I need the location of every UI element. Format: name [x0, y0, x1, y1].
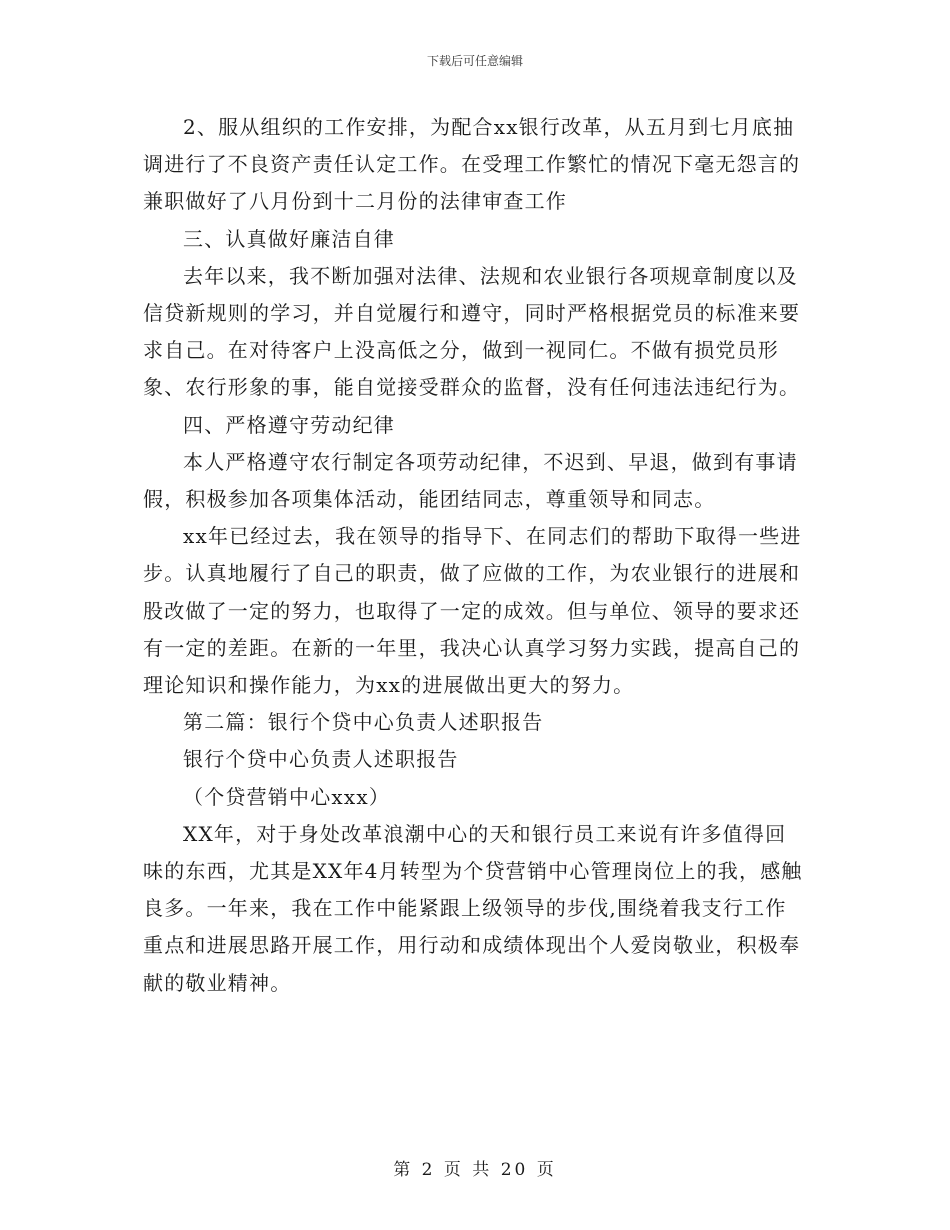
paragraph-integrity: 去年以来，我不断加强对法律、法规和农业银行各项规章制度以及信贷新规则的学习，并自觉履行和遵守，同时严格根据党员的标准来要求自己。在对待客户上没高低之分，做到一视同仁。不做有损党员形象、农行形象的事，能自觉接受群众的监督，没有任何违法违纪行为。 — [143, 263, 801, 400]
paragraph-summary: xx年已经过去，我在领导的指导下、在同志们的帮助下取得一些进步。认真地履行了自己的职责，做了应做的工作，为农业银行的进展和股改做了一定的努力，也取得了一定的成效。但与单位、领导的要求还有一定的差距。在新的一年里，我决心认真学习努力实践，提高自己的理论知识和操作能力，为xx的进展做出更大的努力。 — [143, 524, 802, 698]
section-heading-discipline: 四、严格遵守劳动纪律 — [183, 412, 395, 437]
chapter-heading-second: 第二篇：银行个贷中心负责人述职报告 — [183, 710, 544, 735]
paragraph-item-2-service: 2、服从组织的工作安排，为配合xx银行改革，从五月到七月底抽调进行了不良资产责任认定工作。在受理工作繁忙的情况下毫无怨言的兼职做好了八月份到十二月份的法律审查工作 — [143, 115, 801, 214]
section-heading-integrity: 三、认真做好廉洁自律 — [183, 226, 395, 251]
report-author: （个贷营销中心xxx） — [183, 784, 391, 809]
header-note: 下载后可任意编辑 — [426, 54, 523, 68]
report-title: 银行个贷中心负责人述职报告 — [183, 747, 459, 772]
paragraph-report-intro: XX年，对于身处改革浪潮中心的天和银行员工来说有许多值得回味的东西，尤其是XX年4月转型为个贷营销中心管理岗位上的我，感触良多。一年来，我在工作中能紧跟上级领导的步伐,围绕着我支行工作重点和进展思路开展工作，用行动和成绩体现出个人爱岗敬业，积极奉献的敬业精神。 — [143, 821, 803, 995]
page-number: 第 2 页 共 20 页 — [393, 1160, 557, 1180]
document-body — [143, 109, 803, 1002]
paragraph-discipline: 本人严格遵守农行制定各项劳动纪律，不迟到、早退，做到有事请假，积极参加各项集体活动，能团结同志，尊重领导和同志。 — [143, 449, 798, 512]
